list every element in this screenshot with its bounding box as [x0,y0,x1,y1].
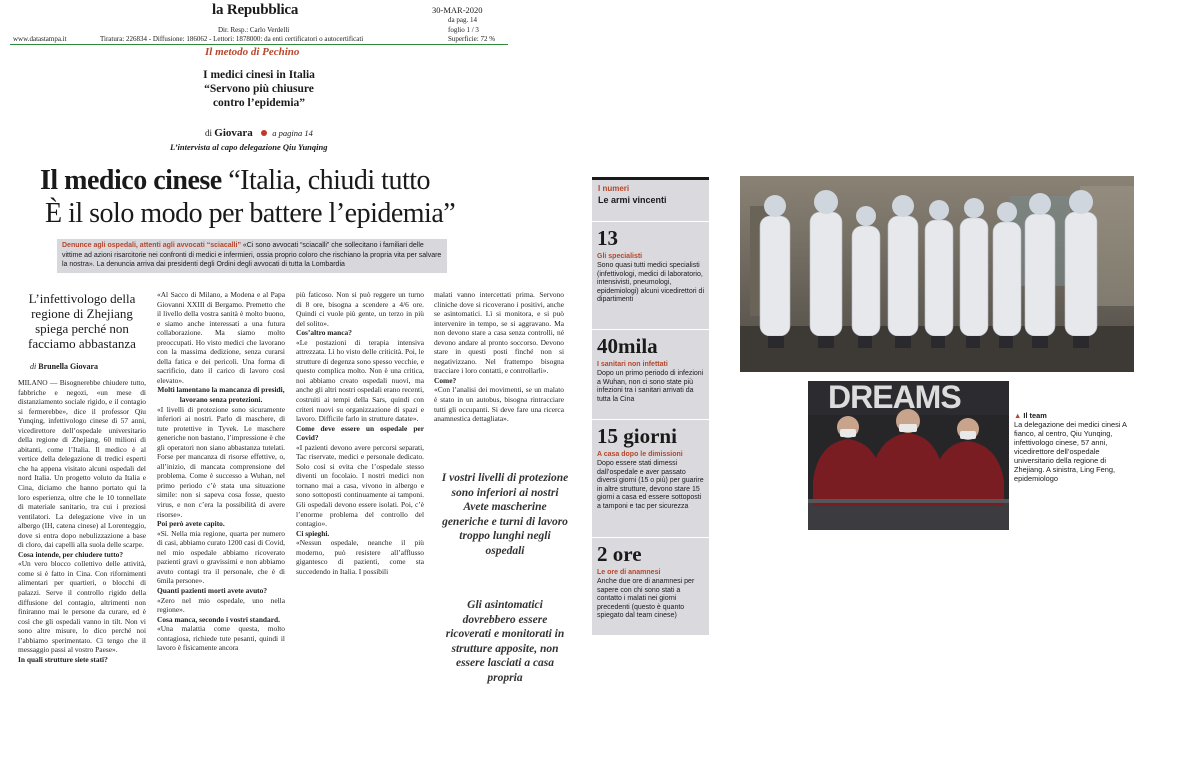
body-paragraph: «I pazienti devono avere percorsi separati, Tac riservate, medici e personale dedicato. Solo così si evita che l’ospedale stesso diventi un focolaio. I nostri medici non tornano mai a casa, vivono in albergo e sono sottoposti continuamente ai tamponi. Gli ospedali devono essere isolati. Poi, c’è l’enorme problema del controllo del contagio». [296,442,424,529]
bullet-icon [261,130,267,136]
subhead-line: spiega perché non [35,321,129,336]
sidebar-title: Le armi vincenti [598,195,667,205]
caption-title: Il team [1023,411,1047,420]
teaser-line: contro l’epidemia” [212,97,306,109]
body-column-3 [296,290,424,576]
teaser-byline [205,127,313,139]
body-column-1 [18,378,146,664]
body-paragraph: «Zero nel mio ospedale, uno nella regione». [157,595,285,615]
caption-text: La delegazione dei medici cinesi A fianco, al centro, Qiu Yunqing, infettivologo cinese, 57 anni, vicedirettore dell’ospedale universitario della regione di Zhejiang. A sinistra, Ling Feng, epidemiologo [1014,420,1127,483]
stat-block [597,335,705,404]
body-paragraph: «Con l’analisi dei movimenti, se un malato è stato in un autobus, bisogna rintracciare tutti gli occupanti. Si deve fare una ricerca anamnestica dettagliata». [434,385,564,424]
headline-bold: Il medico cinese [40,165,222,196]
subhead-line: facciamo abbastanza [28,336,136,351]
stat-block [597,543,705,621]
divider [592,221,709,222]
interview-question: Come? [434,375,457,385]
article-byline [30,362,98,371]
stat-block [597,425,705,512]
team-photo [740,176,1134,372]
pull-quote: Gli asintomatici dovrebbero essere ricoverati e monitorati in strutture apposite, non essere lasciati a casa propria [445,599,565,684]
stat-text: Dopo un primo periodo di infezioni a Wuhan, non ci sono state più infezioni tra i sanitari arrivati da tutta la Cina [597,370,704,403]
interview-question: Poi però avete capito. [157,519,225,529]
body-column-2 [157,290,285,653]
body-paragraph: malati vanno intercettati prima. Servono cliniche dove si ricoverano i positivi, anche se asintomatici. Lì si monitora, e si può intervenire in tempo, se si aggravano. Ma non devono stare a casa senza controlli, né devono andare al pronto soccorso. Devono stare in questi posti finché non si negativizzano. Nel frattempo bisogna tracciare i loro contatti, e controllarli». [434,290,564,376]
stat-value: 13 [597,226,618,250]
divider [592,419,709,420]
interview-question: Quanti pazienti morti avete avuto? [157,585,268,595]
teaser-line: “Servono più chiusure [204,83,314,95]
director-line: Dir. Resp.: Carlo Verdelli [218,26,290,34]
surface-percent: Superficie: 72 % [448,35,496,43]
issue-date: 30-MAR-2020 [432,5,483,15]
stat-value: 2 ore [597,542,642,566]
sheet-number: foglio 1 / 3 [448,26,479,34]
stat-text: Anche due ore di anamnesi per sapere con chi sono stati a contatto i malati nei giorni precedenti (questo è quanto spiegato dal team cinese) [597,578,695,620]
interview-question: In quali strutture siete stati? [18,654,108,664]
body-paragraph: più faticoso. Non si può reggere un turno di 8 ore, bisogna a scendere a 4/6 ore. Quindi ci vuole più gente, un terzo in più del solito». [296,290,424,328]
interview-question: Come deve essere un ospedale per Covid? [296,423,424,443]
subhead-line: L’infettivologo della [28,291,136,306]
triangle-icon: ▲ [1014,411,1022,420]
sidebar-top-rule [592,177,709,180]
photo-caption [1014,411,1134,483]
doctors-photo [808,381,1009,530]
body-paragraph: «I livelli di protezione sono sicuramente inferiori ai nostri. Parlo di maschere, di tute protettive in Tyvek. Le maschere generiche non bastano, l’impressione è che gli operatori non siano abbastanza tutelati. Forse per mancanza di risorse effettive, o, all’inizio, di mancata comprensione del problema. Come è successo a Wuhan, nel primo periodo c’è stata una situazione simile: non si sapeva cosa fosse, questo virus, e non c’era la possibilità di avere risorse». [157,404,285,519]
teaser-headline [194,68,324,110]
print-stats: Tiratura: 226834 - Diffusione: 186062 - Lettori: 1878000: da enti certificatori o autocertificati [100,35,364,43]
stat-value: 40mila [597,334,658,358]
subhead-line: regione di Zhejiang [31,306,133,321]
stat-caption: A casa dopo le dimissioni [597,451,683,458]
page-reference: a pagina 14 [272,128,313,138]
interview-label: L’intervista al capo delegazione Qiu Yunqing [170,142,328,152]
byline-prefix: di [205,128,213,138]
body-paragraph: «Una malattia come questa, molto contagiosa, richiede tute pesanti, quindi il lavoro è fisicamente ancora [157,624,285,653]
interview-question: Cosa manca, secondo i vostri standard. [157,614,280,624]
interview-question: Ci spieghi. [296,528,330,538]
byline-author: Brunella Giovara [38,362,99,371]
sidebar-label: I numeri [598,184,630,193]
numbers-sidebar [592,177,709,635]
pull-quote: I vostri livelli di protezione sono inferiori ai nostri Avete mascherine generiche e turni di lavoro troppo lunghi negli ospedali [441,472,569,557]
divider [592,537,709,538]
source-site: www.datastampa.it [13,35,67,43]
stat-value: 15 giorni [597,424,677,448]
body-paragraph: «Un vero blocco collettivo delle attività, come si è fatto in Cina. Con rifornimenti alimentari per quartieri, o blocchi di palazzi. Serve il controllo rigido della diffusione del contagio, altrimenti non finiranno mai le persone da curare, ed è così che gli ospedali vanno in tilt. Non vi sono altre misure, lo dico perché noi l’abbiamo sperimentato. Ci tengo che il messaggio passi al vostro Paese». [18,559,146,655]
stat-text: Sono quasi tutti medici specialisti (infettivologi, medici di laboratorio, intensivisti, pneumologi, epidemiologi) alcuni vicedirettori di dipartimenti [597,262,704,304]
section-subhead: Molti lamentano la mancanza di presidi, lavorano senza protezioni. [157,385,285,405]
summary-box [57,239,447,273]
summary-text: «Ci sono avvocati “sciacalli” che sollecitano i familiari delle vittime ad azioni risarcitorie nei confronti di medici e infermieri, ossia proprio coloro che rischiano la propria vita per salvare la nostra». La denuncia arriva dai presidenti degli Ordini degli avvocati di tutta la Lombardia [62,242,442,269]
main-headline [40,164,520,230]
teaser-line: I medici cinesi in Italia [203,69,315,81]
newspaper-logo: la Repubblica [212,2,299,18]
divider [592,329,709,330]
summary-lead: Denunce agli ospedali, attenti agli avvocati “sciacalli” [62,242,241,249]
body-paragraph: «Nessun ospedale, neanche il più moderno, può resistere all’afflusso gigantesco di pazienti, come sta succedendo in Italia. I possibili [296,538,424,576]
interview-question: Cos’altro manca? [296,328,352,338]
headline-line2: È il solo modo per battere l’epidemia” [45,198,456,229]
headline-quote: “Italia, chiudi tutto [221,165,431,196]
masthead-rule [10,44,508,45]
stat-caption: Gli specialisti [597,253,643,260]
byline-author: Giovara [214,127,253,139]
body-paragraph: «Sì. Nella mia regione, quarta per numero di casi, abbiamo curato 1200 casi di Covid, nel mio ospedale abbiamo ricoverato pazienti gravi o gravissimi e non abbiamo avuto contagi tra il personale, che è di 6mila persone». [157,528,285,586]
byline-prefix: di [30,362,39,371]
page-number: da pag. 14 [448,16,477,24]
stat-block [597,227,705,305]
body-paragraph: «Le postazioni di terapia intensiva attrezzata. Lì ho visto delle criticità. Poi, le strutture di degenza sono spesso vecchie, e questo complica molto. Non è una critica, noi abbiamo creato ospedali nuovi, ma anche gli altri nostri ospedali erano recenti, costruiti ai tempi della Sars, quindi con criteri nuovi su organizzazione di spazi e lavoro. Difficile farlo in strutture datate». [296,337,424,424]
dreams-sign: DREAMS [828,381,961,415]
body-column-4 [434,290,564,424]
interview-question: Cosa intende, per chiudere tutto? [18,549,124,559]
stat-caption: I sanitari non infettati [597,361,668,368]
stat-caption: Le ore di anamnesi [597,569,661,576]
team-photo-illustration [740,176,1134,372]
teaser-kicker: Il metodo di Pechino [205,46,300,58]
article-subhead [18,291,146,351]
body-paragraph: «Al Sacco di Milano, a Modena e al Papa Giovanni XXIII di Bergamo. Premetto che il livello della vostra sanità è molto buono, e siamo anche interessati a una futura collaborazione. Ma siamo molto preoccupati. Ho visto medici che lavorano con la massima dedizione, senza curarsi della fatica e dei pericoli. Una forma di sacrificio, dato il carico di lavoro così elevato». [157,290,285,385]
body-paragraph: MILANO — Bisognerebbe chiudere tutto, fabbriche e negozi, «un mese di distanziamento sociale rigido, e il contagio si fermerebbe», dice il professor Qiu Yunqing, infettivologo cinese di 57 anni, vicedirettore dell’ospedale universitario della regione di Zhejiang, 60 milioni di abitanti, come l’Italia. Il medico è al vertice della delegazione di tredici esperti che ha appena visitato alcuni ospedali del nord Italia. Un progetto voluto da Italia e Cina, diciamo che hanno portato qui la loro esperienza, oltre che le 10 tonnellate di materiale sanitario, tra cui i preziosi ventilatori. La delegazione vive in un albergo (IH, catena cinese) al Lorenteggio, dove si entra dopo nebulizzazione a base di cloro, dai capelli alla suola delle scarpe. [18,378,146,550]
stat-text: Dopo essere stati dimessi dall’ospedale e aver passato diversi giorni (15 o più) per guarire in altre strutture, devono stare 15 giorni a casa ed essere sottoposti a tamponi e tac per sicurezza [597,460,704,510]
